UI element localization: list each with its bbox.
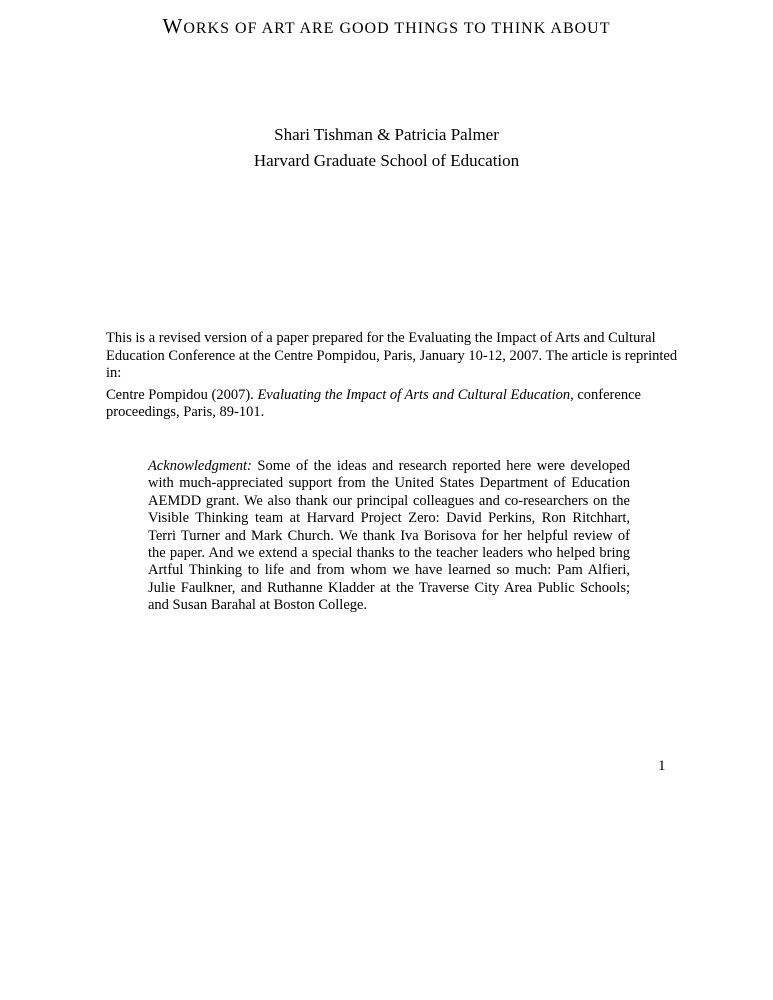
title-initial: W [162, 14, 184, 38]
author-block [0, 122, 773, 174]
acknowledgment-label: Acknowledgment: [148, 458, 252, 474]
acknowledgment-block [148, 458, 630, 615]
citation-title: Evaluating the Impact of Arts and Cultural Education, [257, 386, 574, 403]
page-number: 1 [658, 758, 666, 774]
citation [106, 387, 686, 422]
title-rest: ORKS OF ART ARE GOOD THINGS TO THINK ABOUT [183, 20, 611, 37]
paper-title [0, 14, 773, 39]
author-names: Shari Tishman & Patricia Palmer [274, 125, 499, 144]
revision-note: This is a revised version of a paper prepared for the Evaluating the Impact of Arts and Cultural Education Conference at the Centre Pompidou, Paris, January 10-12, 2007. The article is reprinted in: [106, 330, 678, 381]
citation-author-year: Centre Pompidou (2007). [106, 386, 254, 403]
publication-note [106, 330, 686, 422]
author-affiliation: Harvard Graduate School of Education [253, 151, 520, 170]
acknowledgment-text: Some of the ideas and research reported here were developed with much-appreciated support from the United States Department of Education AEMDD grant. We also thank our principal colleagues and co-researchers on the Visible Thinking team at Harvard Project Zero: David Perkins, Ron Ritchhart, Terri Turner and Mark Church. We thank Iva Borisova for her helpful review of the paper. And we extend a special thanks to the teacher leaders who helped bring Artful Thinking to life and from whom we have learned so much: Pam Alfieri, Julie Faulkner, and Ruthanne Kladder at the Traverse City Area Public Schools; and Susan Barahal at Boston College. [148, 458, 631, 614]
citation-details: conference proceedings, Paris, 89-101. [106, 386, 641, 420]
acknowledgment-paragraph [148, 458, 630, 615]
